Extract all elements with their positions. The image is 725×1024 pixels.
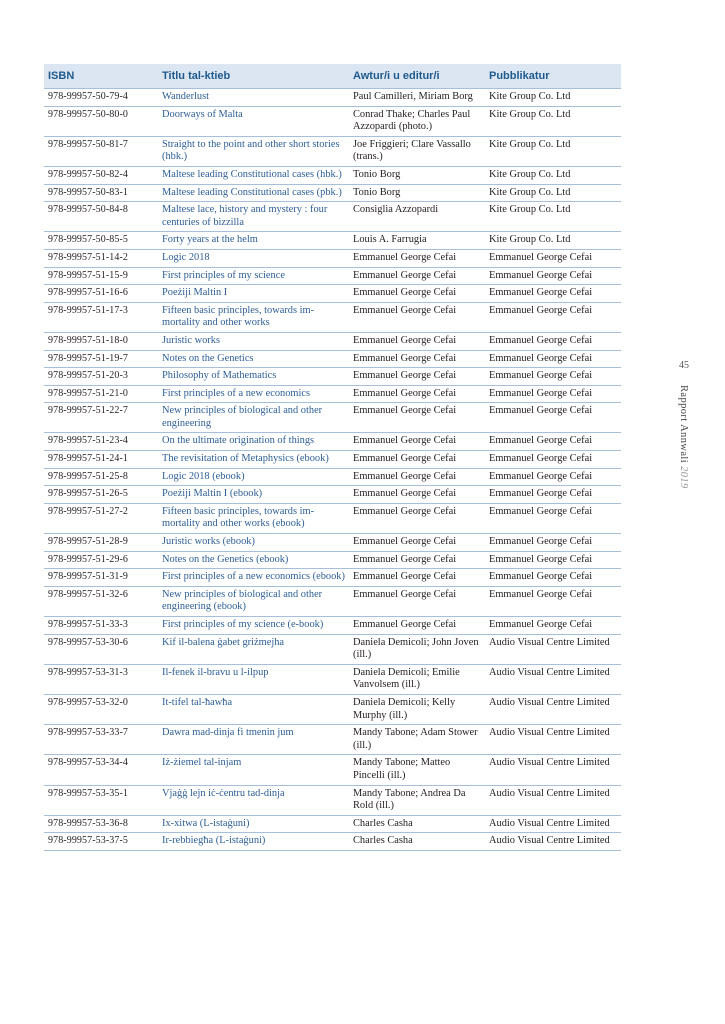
table-row: [44, 815, 621, 833]
author-cell: Mandy Tabone; Andrea Da Rold (ill.): [349, 785, 485, 815]
table-row: [44, 451, 621, 469]
isbn-cell: 978-99957-51-20-3: [44, 368, 158, 386]
publisher-cell: Emmanuel George Cefai: [485, 586, 621, 616]
isbn-cell: 978-99957-53-37-5: [44, 833, 158, 851]
publisher-cell: Audio Visual Centre Limited: [485, 755, 621, 785]
author-cell: Emmanuel George Cefai: [349, 503, 485, 533]
author-cell: Joe Friggieri; Clare Vassallo (trans.): [349, 136, 485, 166]
publisher-cell: Audio Visual Centre Limited: [485, 785, 621, 815]
isbn-cell: 978-99957-50-83-1: [44, 184, 158, 202]
title-cell: Forty years at the helm: [158, 232, 349, 250]
isbn-cell: 978-99957-51-15-9: [44, 267, 158, 285]
author-cell: Emmanuel George Cefai: [349, 249, 485, 267]
table-row: [44, 833, 621, 851]
header-isbn: ISBN: [44, 64, 158, 89]
isbn-cell: 978-99957-53-36-8: [44, 815, 158, 833]
isbn-table: [44, 64, 621, 851]
author-cell: Paul Camilleri, Miriam Borg: [349, 89, 485, 107]
author-cell: Emmanuel George Cefai: [349, 534, 485, 552]
title-cell: Doorways of Malta: [158, 106, 349, 136]
isbn-cell: 978-99957-51-17-3: [44, 302, 158, 332]
publisher-cell: Emmanuel George Cefai: [485, 468, 621, 486]
isbn-cell: 978-99957-50-79-4: [44, 89, 158, 107]
isbn-cell: 978-99957-51-29-6: [44, 551, 158, 569]
isbn-cell: 978-99957-51-28-9: [44, 534, 158, 552]
author-cell: Emmanuel George Cefai: [349, 468, 485, 486]
author-cell: Emmanuel George Cefai: [349, 551, 485, 569]
publisher-cell: Kite Group Co. Ltd: [485, 184, 621, 202]
table-row: [44, 664, 621, 694]
table-row: [44, 486, 621, 504]
table-row: [44, 785, 621, 815]
table-row: [44, 586, 621, 616]
isbn-cell: 978-99957-53-33-7: [44, 725, 158, 755]
publisher-cell: Emmanuel George Cefai: [485, 617, 621, 635]
author-cell: Emmanuel George Cefai: [349, 569, 485, 587]
title-cell: The revisitation of Metaphysics (ebook): [158, 451, 349, 469]
isbn-cell: 978-99957-53-34-4: [44, 755, 158, 785]
title-cell: Juristic works (ebook): [158, 534, 349, 552]
page-number: 45: [679, 360, 689, 371]
publisher-cell: Kite Group Co. Ltd: [485, 89, 621, 107]
publisher-cell: Audio Visual Centre Limited: [485, 815, 621, 833]
table-row: [44, 106, 621, 136]
title-cell: Notes on the Genetics (ebook): [158, 551, 349, 569]
author-cell: Tonio Borg: [349, 184, 485, 202]
title-cell: Kif il-balena ġabet griżmejha: [158, 634, 349, 664]
author-cell: Emmanuel George Cefai: [349, 267, 485, 285]
publisher-cell: Emmanuel George Cefai: [485, 486, 621, 504]
author-cell: Emmanuel George Cefai: [349, 332, 485, 350]
isbn-cell: 978-99957-50-80-0: [44, 106, 158, 136]
table-row: [44, 617, 621, 635]
isbn-cell: 978-99957-51-16-6: [44, 285, 158, 303]
publisher-cell: Emmanuel George Cefai: [485, 403, 621, 433]
publisher-cell: Emmanuel George Cefai: [485, 503, 621, 533]
title-cell: First principles of a new economics: [158, 385, 349, 403]
title-cell: Il-fenek il-bravu u l-ilpup: [158, 664, 349, 694]
isbn-table-container: [44, 64, 621, 851]
isbn-cell: 978-99957-50-82-4: [44, 166, 158, 184]
isbn-cell: 978-99957-51-27-2: [44, 503, 158, 533]
title-cell: Iż-żiemel tal-injam: [158, 755, 349, 785]
title-cell: Maltese leading Constitutional cases (hbk.): [158, 166, 349, 184]
table-row: [44, 267, 621, 285]
running-title-text: Rapport Annwali: [678, 385, 689, 464]
title-cell: Ix-xitwa (L-istaġuni): [158, 815, 349, 833]
publisher-cell: Emmanuel George Cefai: [485, 368, 621, 386]
title-cell: Poeżiji Maltin I (ebook): [158, 486, 349, 504]
table-row: [44, 468, 621, 486]
publisher-cell: Emmanuel George Cefai: [485, 551, 621, 569]
table-row: [44, 249, 621, 267]
author-cell: Emmanuel George Cefai: [349, 403, 485, 433]
title-cell: Straight to the point and other short stories (hbk.): [158, 136, 349, 166]
title-cell: New principles of biological and other engineering (ebook): [158, 586, 349, 616]
author-cell: Consiglia Azzopardi: [349, 202, 485, 232]
author-cell: Tonio Borg: [349, 166, 485, 184]
title-cell: Notes on the Genetics: [158, 350, 349, 368]
title-cell: First principles of my science: [158, 267, 349, 285]
table-row: [44, 184, 621, 202]
publisher-cell: Audio Visual Centre Limited: [485, 725, 621, 755]
publisher-cell: Emmanuel George Cefai: [485, 249, 621, 267]
table-row: [44, 89, 621, 107]
author-cell: Emmanuel George Cefai: [349, 617, 485, 635]
author-cell: Louis A. Farrugia: [349, 232, 485, 250]
publisher-cell: Emmanuel George Cefai: [485, 433, 621, 451]
title-cell: Logic 2018: [158, 249, 349, 267]
author-cell: Emmanuel George Cefai: [349, 302, 485, 332]
title-cell: Wanderlust: [158, 89, 349, 107]
publisher-cell: Audio Visual Centre Limited: [485, 664, 621, 694]
title-cell: Logic 2018 (ebook): [158, 468, 349, 486]
title-cell: Maltese lace, history and mystery : four centuries of bizzilla: [158, 202, 349, 232]
table-body: [44, 89, 621, 851]
table-row: [44, 694, 621, 724]
publisher-cell: Emmanuel George Cefai: [485, 534, 621, 552]
publisher-cell: Emmanuel George Cefai: [485, 302, 621, 332]
isbn-cell: 978-99957-53-31-3: [44, 664, 158, 694]
author-cell: Daniela Demicoli; Emilie Vanvolsem (ill.): [349, 664, 485, 694]
title-cell: First principles of a new economics (ebook): [158, 569, 349, 587]
publisher-cell: Emmanuel George Cefai: [485, 385, 621, 403]
table-row: [44, 755, 621, 785]
author-cell: Daniela Demicoli; Kelly Murphy (ill.): [349, 694, 485, 724]
title-cell: Juristic works: [158, 332, 349, 350]
author-cell: Charles Casha: [349, 833, 485, 851]
table-row: [44, 332, 621, 350]
publisher-cell: Kite Group Co. Ltd: [485, 106, 621, 136]
author-cell: Charles Casha: [349, 815, 485, 833]
table-row: [44, 368, 621, 386]
author-cell: Daniela Demicoli; John Joven (ill.): [349, 634, 485, 664]
isbn-cell: 978-99957-50-85-5: [44, 232, 158, 250]
publisher-cell: Emmanuel George Cefai: [485, 285, 621, 303]
title-cell: Philosophy of Mathematics: [158, 368, 349, 386]
author-cell: Emmanuel George Cefai: [349, 285, 485, 303]
isbn-cell: 978-99957-51-33-3: [44, 617, 158, 635]
author-cell: Emmanuel George Cefai: [349, 451, 485, 469]
publisher-cell: Emmanuel George Cefai: [485, 569, 621, 587]
title-cell: First principles of my science (e-book): [158, 617, 349, 635]
isbn-cell: 978-99957-51-22-7: [44, 403, 158, 433]
header-publisher: Pubblikatur: [485, 64, 621, 89]
title-cell: It-tifel tal-ħawħa: [158, 694, 349, 724]
table-row: [44, 503, 621, 533]
table-row: [44, 136, 621, 166]
running-title: [678, 385, 689, 489]
author-cell: Conrad Thake; Charles Paul Azzopardi (photo.): [349, 106, 485, 136]
publisher-cell: Kite Group Co. Ltd: [485, 232, 621, 250]
table-row: [44, 202, 621, 232]
title-cell: Poeżiji Maltin I: [158, 285, 349, 303]
table-row: [44, 385, 621, 403]
title-cell: On the ultimate origination of things: [158, 433, 349, 451]
publisher-cell: Emmanuel George Cefai: [485, 451, 621, 469]
isbn-cell: 978-99957-53-30-6: [44, 634, 158, 664]
title-cell: Ir-rebbiegħa (L-istaġuni): [158, 833, 349, 851]
table-row: [44, 403, 621, 433]
author-cell: Mandy Tabone; Matteo Pincelli (ill.): [349, 755, 485, 785]
title-cell: Fifteen basic principles, towards immortality and other works: [158, 302, 349, 332]
author-cell: Emmanuel George Cefai: [349, 385, 485, 403]
table-header: [44, 64, 621, 89]
isbn-cell: 978-99957-51-14-2: [44, 249, 158, 267]
publisher-cell: Audio Visual Centre Limited: [485, 694, 621, 724]
table-row: [44, 232, 621, 250]
author-cell: Emmanuel George Cefai: [349, 433, 485, 451]
title-cell: Vjaġġ lejn iċ-ċentru tad-dinja: [158, 785, 349, 815]
table-row: [44, 285, 621, 303]
table-row: [44, 166, 621, 184]
publisher-cell: Emmanuel George Cefai: [485, 267, 621, 285]
isbn-cell: 978-99957-51-23-4: [44, 433, 158, 451]
table-row: [44, 350, 621, 368]
isbn-cell: 978-99957-51-18-0: [44, 332, 158, 350]
title-cell: New principles of biological and other engineering: [158, 403, 349, 433]
author-cell: Mandy Tabone; Adam Stower (ill.): [349, 725, 485, 755]
isbn-cell: 978-99957-51-26-5: [44, 486, 158, 504]
isbn-cell: 978-99957-53-32-0: [44, 694, 158, 724]
author-cell: Emmanuel George Cefai: [349, 486, 485, 504]
publisher-cell: Audio Visual Centre Limited: [485, 833, 621, 851]
isbn-cell: 978-99957-53-35-1: [44, 785, 158, 815]
table-row: [44, 534, 621, 552]
table-row: [44, 302, 621, 332]
publisher-cell: Kite Group Co. Ltd: [485, 202, 621, 232]
isbn-cell: 978-99957-51-31-9: [44, 569, 158, 587]
isbn-cell: 978-99957-50-81-7: [44, 136, 158, 166]
isbn-cell: 978-99957-51-32-6: [44, 586, 158, 616]
publisher-cell: Audio Visual Centre Limited: [485, 634, 621, 664]
isbn-cell: 978-99957-51-24-1: [44, 451, 158, 469]
publisher-cell: Kite Group Co. Ltd: [485, 136, 621, 166]
publisher-cell: Emmanuel George Cefai: [485, 332, 621, 350]
isbn-cell: 978-99957-51-25-8: [44, 468, 158, 486]
table-row: [44, 569, 621, 587]
header-title: Titlu tal-ktieb: [158, 64, 349, 89]
header-author: Awtur/i u editur/i: [349, 64, 485, 89]
running-title-year: 2019: [678, 466, 689, 489]
author-cell: Emmanuel George Cefai: [349, 586, 485, 616]
title-cell: Fifteen basic principles, towards immortality and other works (ebook): [158, 503, 349, 533]
table-row: [44, 551, 621, 569]
isbn-cell: 978-99957-51-21-0: [44, 385, 158, 403]
table-row: [44, 725, 621, 755]
title-cell: Maltese leading Constitutional cases (pbk.): [158, 184, 349, 202]
author-cell: Emmanuel George Cefai: [349, 350, 485, 368]
table-row: [44, 634, 621, 664]
title-cell: Dawra mad-dinja fi tmenin jum: [158, 725, 349, 755]
publisher-cell: Kite Group Co. Ltd: [485, 166, 621, 184]
author-cell: Emmanuel George Cefai: [349, 368, 485, 386]
table-row: [44, 433, 621, 451]
header-row: [44, 64, 621, 89]
isbn-cell: 978-99957-51-19-7: [44, 350, 158, 368]
isbn-cell: 978-99957-50-84-8: [44, 202, 158, 232]
publisher-cell: Emmanuel George Cefai: [485, 350, 621, 368]
